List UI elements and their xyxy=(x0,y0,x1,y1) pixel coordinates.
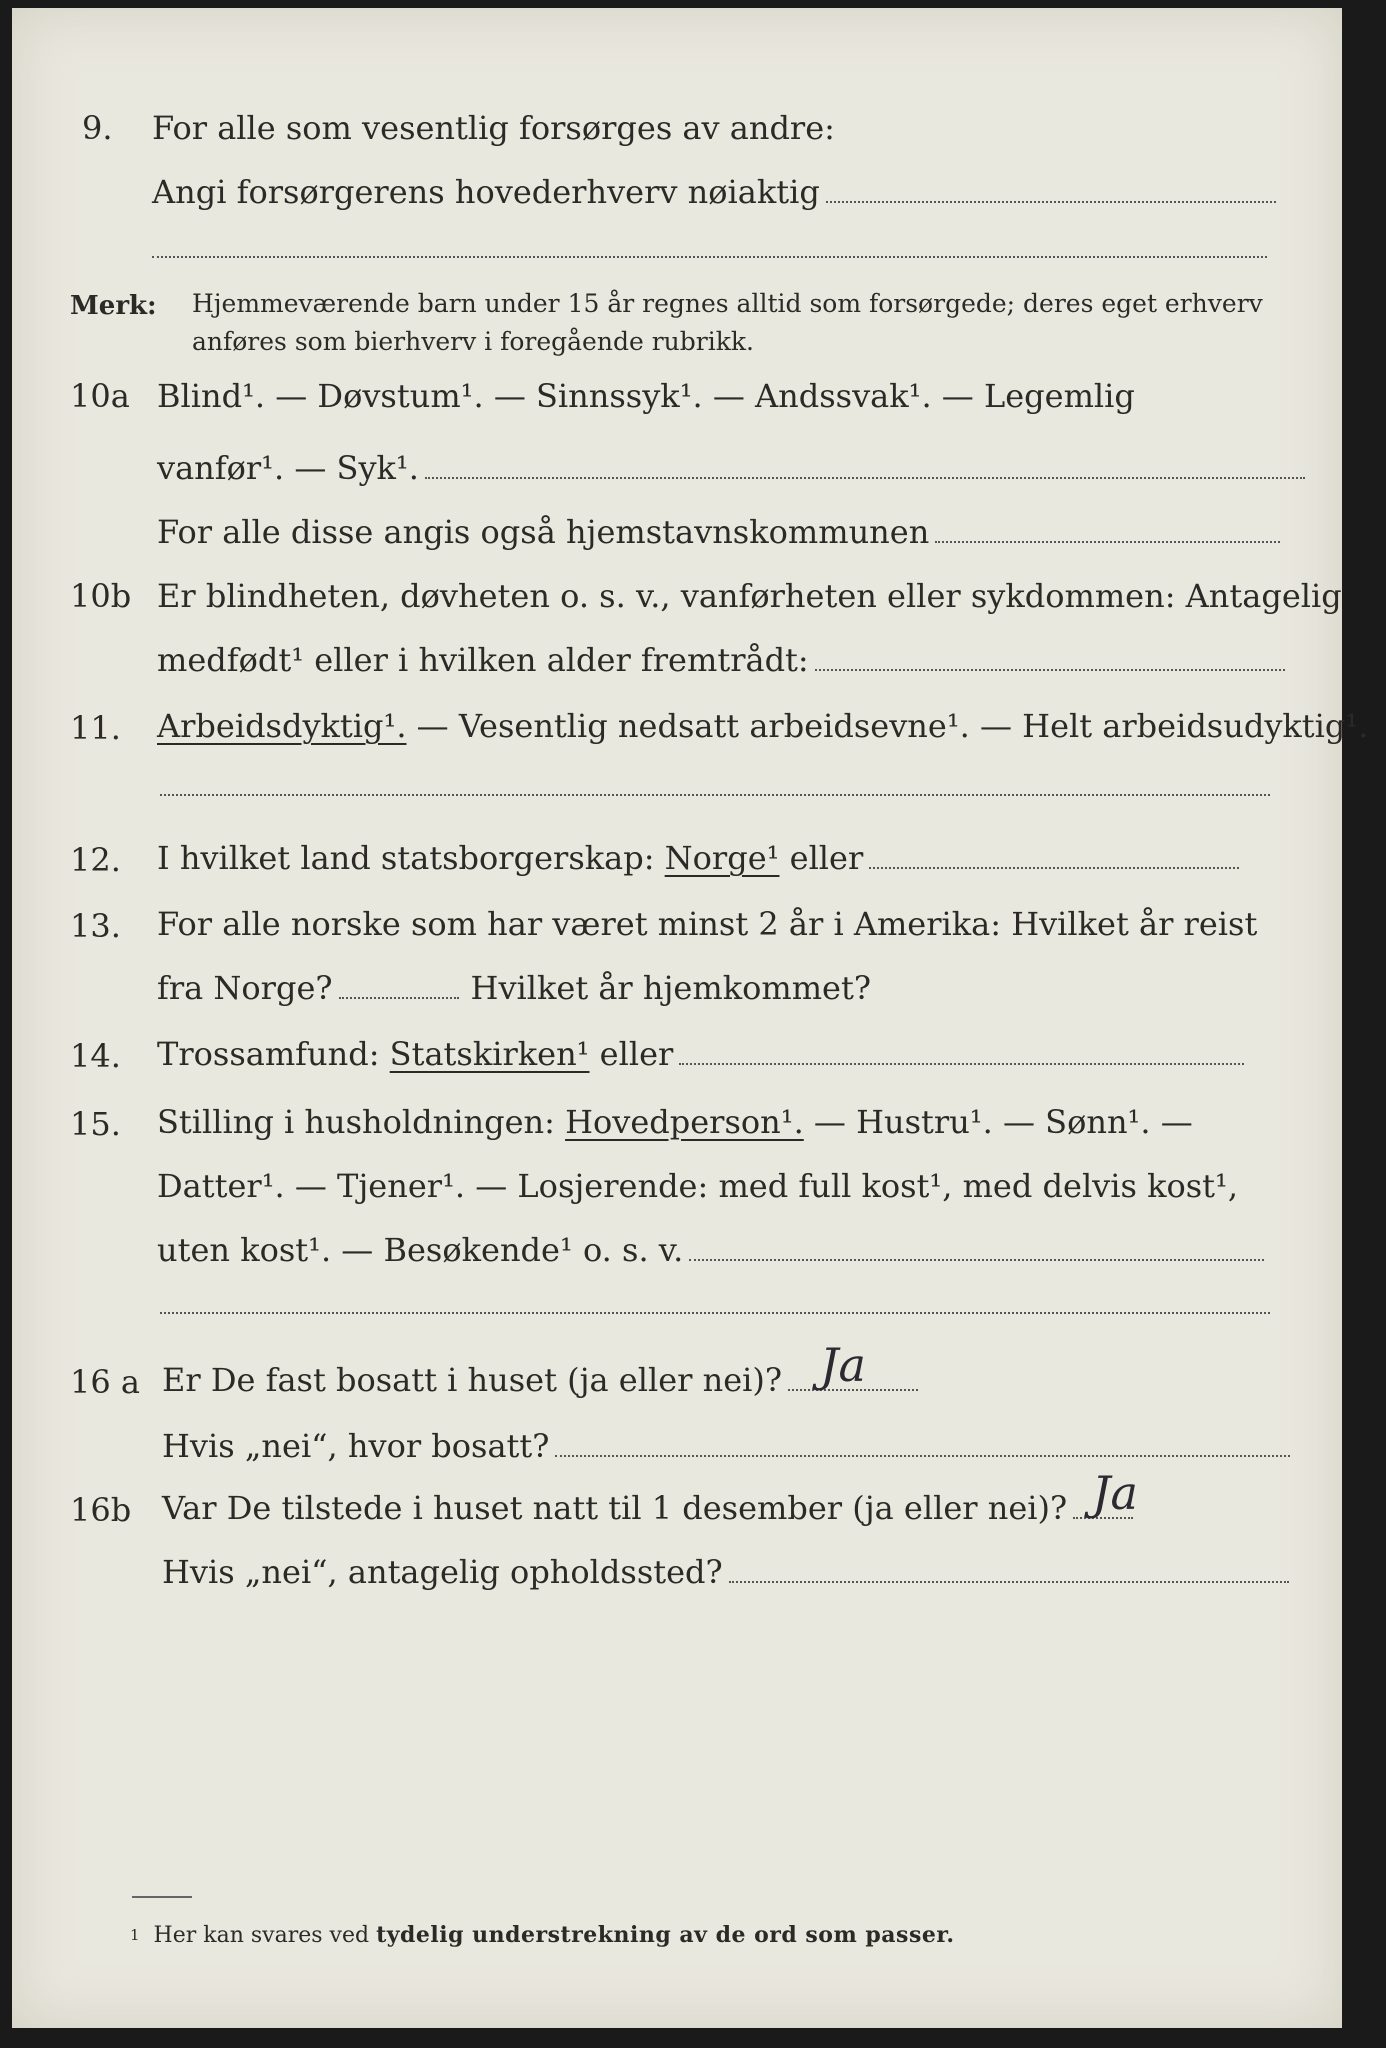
q10b-line2 xyxy=(157,640,1285,680)
q10a-line3 xyxy=(157,512,1280,552)
q13-departure-answer-line[interactable] xyxy=(339,997,459,999)
q16a-line1-text: Er De fast bosatt i huset (ja eller nei)? xyxy=(162,1361,783,1399)
q10b-answer-line[interactable] xyxy=(815,669,1285,671)
q13-line2a: fra Norge? xyxy=(157,969,333,1007)
q12-prefix: I hvilket land statsborgerskap: xyxy=(157,839,655,877)
q16b-number: 16b xyxy=(70,1491,132,1529)
q10b-line2-text: medfødt¹ eller i hvilken alder fremtrådt: xyxy=(157,641,809,679)
q15-line3-text: uten kost¹. — Besøkende¹ o. s. v. xyxy=(157,1231,684,1269)
q9-line2-text: Angi forsørgerens hovederhverv nøiaktig xyxy=(152,173,820,211)
q15-answer-line[interactable] xyxy=(689,1259,1264,1261)
q10a-number: 10a xyxy=(70,377,130,415)
q16a-where-answer-line[interactable] xyxy=(555,1455,1290,1457)
q15-line2: Datter¹. — Tjener¹. — Losjerende: med full kost¹, med delvis kost¹, xyxy=(157,1167,1239,1205)
q15-extra-answer-line[interactable] xyxy=(160,1312,1270,1314)
q16a-line1 xyxy=(162,1360,918,1400)
merk-line2: anføres som bierhverv i foregående rubrikk. xyxy=(192,327,754,356)
q15-line3 xyxy=(157,1230,1264,1270)
q11-option-arbeidsdyktig[interactable]: Arbeidsdyktig¹. xyxy=(157,707,407,745)
q10a-answer-line[interactable] xyxy=(425,477,1305,479)
q12-suffix: eller xyxy=(789,839,864,877)
q13-line2 xyxy=(157,968,871,1008)
q10b-number: 10b xyxy=(70,577,132,615)
q10a-line2-text: vanfør¹. — Syk¹. xyxy=(157,449,419,487)
q10a-line2 xyxy=(157,448,1305,488)
q9-line2 xyxy=(152,172,1276,212)
footnote xyxy=(130,1920,955,1951)
q13-number: 13. xyxy=(70,907,121,945)
q15-line1 xyxy=(157,1102,1193,1142)
footnote-mark: 1 xyxy=(130,1926,140,1944)
q15-number: 15. xyxy=(70,1105,121,1143)
q16a-line2 xyxy=(162,1426,1290,1466)
q12-line xyxy=(157,838,1239,878)
q16b-line1 xyxy=(162,1488,1133,1528)
q11-line xyxy=(157,706,1368,746)
q10a-line3-text: For alle disse angis også hjemstavnskommunen xyxy=(157,513,930,551)
q11-answer-line[interactable] xyxy=(160,794,1270,796)
q14-answer-line[interactable] xyxy=(679,1063,1244,1065)
q9-line1: For alle som vesentlig forsørges av andre: xyxy=(152,109,835,147)
q16b-line1-text: Var De tilstede i huset natt til 1 desember (ja eller nei)? xyxy=(162,1489,1068,1527)
footnote-bold-text: tydelig understrekning av de ord som passer. xyxy=(376,1922,955,1948)
q10a-home-answer-line[interactable] xyxy=(935,541,1280,543)
q10a-line1: Blind¹. — Døvstum¹. — Sinnssyk¹. — Andssvak¹. — Legemlig xyxy=(157,377,1135,415)
q16a-line2-text: Hvis „nei“, hvor bosatt? xyxy=(162,1427,550,1465)
q16a-handwritten-answer: Ja xyxy=(820,1338,866,1392)
q11-rest: — Vesentlig nedsatt arbeidsevne¹. — Helt arbeidsudyktig¹. xyxy=(416,707,1369,745)
q9-number: 9. xyxy=(82,109,113,147)
q13-line1: For alle norske som har været minst 2 år i Amerika: Hvilket år reist xyxy=(157,905,1258,943)
q9-extra-answer-line[interactable] xyxy=(152,256,1267,258)
q14-option-statskirken[interactable]: Statskirken¹ xyxy=(389,1035,590,1073)
q16b-line2-text: Hvis „nei“, antagelig opholdssted? xyxy=(162,1553,723,1591)
q12-answer-line[interactable] xyxy=(869,867,1239,869)
q9-answer-line[interactable] xyxy=(826,201,1276,203)
q12-option-norge[interactable]: Norge¹ xyxy=(664,839,780,877)
q16a-number: 16 a xyxy=(70,1363,140,1401)
merk-line1: Hjemmeværende barn under 15 år regnes alltid som forsørgede; deres eget erhverv xyxy=(192,289,1263,318)
q14-suffix: eller xyxy=(599,1035,674,1073)
merk-label: Merk: xyxy=(70,291,157,321)
q13-line2b: Hvilket år hjemkommet? xyxy=(470,969,871,1007)
q12-number: 12. xyxy=(70,841,121,879)
census-form-page xyxy=(12,8,1369,2028)
q16b-line2 xyxy=(162,1552,1289,1592)
footnote-text: Her kan svares ved xyxy=(153,1923,370,1948)
q15-prefix: Stilling i husholdningen: xyxy=(157,1103,555,1141)
q14-prefix: Trossamfund: xyxy=(157,1035,380,1073)
q14-line xyxy=(157,1034,1244,1074)
q10b-line1: Er blindheten, døvheten o. s. v., vanførheten eller sykdommen: Antagelig xyxy=(157,577,1342,615)
q16b-handwritten-answer: Ja xyxy=(1092,1466,1138,1520)
q15-line1-rest: — Hustru¹. — Sønn¹. — xyxy=(813,1103,1193,1141)
q14-number: 14. xyxy=(70,1037,121,1075)
q11-number: 11. xyxy=(70,709,121,747)
q15-option-hovedperson[interactable]: Hovedperson¹. xyxy=(565,1103,804,1141)
footnote-rule xyxy=(132,1896,192,1898)
q16b-where-answer-line[interactable] xyxy=(729,1581,1289,1583)
